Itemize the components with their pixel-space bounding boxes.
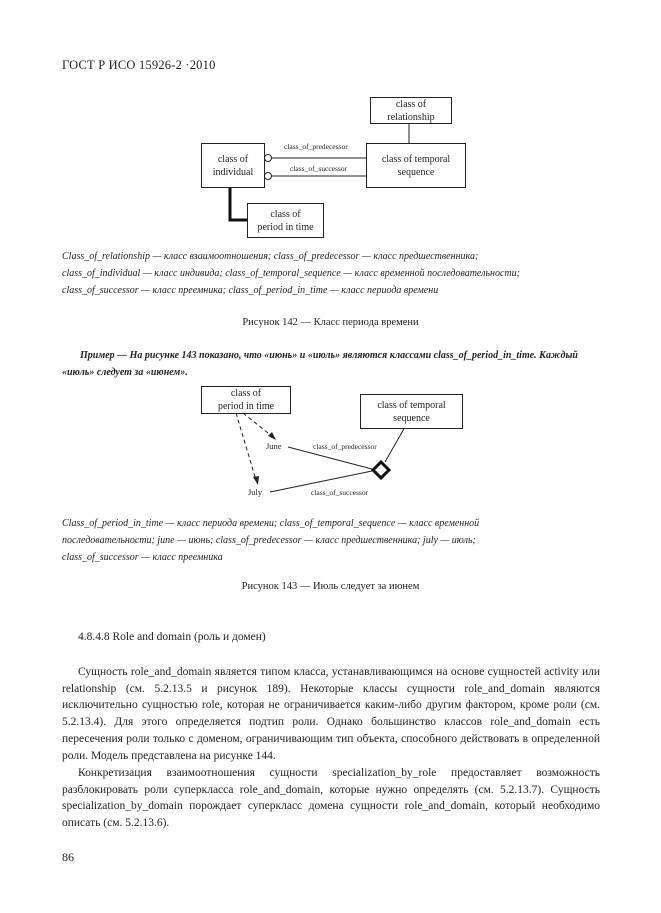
box-line: period in time: [257, 221, 314, 233]
example-line: Пример — На рисунке 143 показано, что «июнь» и «июль» являются классами class_of_period_in_time. Каждый: [80, 350, 578, 361]
label-june: June: [266, 441, 282, 451]
box-class-of-relationship: [370, 97, 452, 124]
label-class-of-successor-143: class_of_successor: [311, 488, 369, 497]
box-class-of-temporal-sequence: [366, 143, 466, 188]
example-line: «июль» следует за «июнем».: [62, 367, 188, 378]
box-line: class of: [230, 388, 262, 399]
legend-line: class_of_successor — класс преемника; class_of_period_in_time — класс периода времени: [62, 285, 439, 296]
box-class-of-individual: [201, 143, 265, 188]
page-number: 86: [62, 850, 74, 864]
predecessor-end-circle: [265, 155, 272, 162]
label-class-of-predecessor-143: class_of_predecessor: [313, 442, 377, 451]
figure-142-legend: [62, 248, 602, 299]
box-line: sequence: [397, 166, 435, 178]
line-individual-period: [230, 186, 247, 220]
label-july: July: [248, 487, 263, 497]
box-line: class of: [217, 153, 249, 165]
legend-line: Class_of_relationship — класс взаимоотношения; class_of_predecessor — класс предшественника;: [62, 251, 479, 262]
box-line: class of: [270, 208, 301, 220]
figure-143-caption: Рисунок 143 — Июль следует за июнем: [241, 581, 420, 592]
arrowhead-june: [268, 432, 276, 440]
example-note: [62, 347, 602, 381]
arrow-period-july: [236, 413, 256, 480]
figure-142-caption: Рисунок 142 — Класс периода времени: [242, 317, 419, 328]
body-paragraph: Конкретизация взаимоотношения сущности specialization_by_role предоставляет возможность разблокировать роли суперкласса role_and_domain, которые нужно определять (см. 5.2.13.7). Сущность specialization_by_domain порождает суперкласс домена сущности role_and_domain, который необходимо описать (см. 5.2.13.6).: [62, 767, 600, 830]
successor-end-circle: [265, 173, 272, 180]
box-class-of-temporal-sequence-143: [360, 394, 463, 429]
page-header: ГОСТ Р ИСО 15926-2 ·2010: [62, 58, 216, 72]
body-paragraph: Сущность role_and_domain является типом класса, устанавливающимся на основе сущностей activity или relationship (см. 5.2.13.5 и рисунок 189). Некоторые классы сущности role_and_domain являются исключительно сущностью role, которая не ограничивается каким-либо другим фактором, кроме роли (см. 5.2.13.4). Для этого определяется подтип роли. Однако большинство классов role_and_domain есть пересечения роли только с доменом, ограничивающим тип объекта, способного действовать в определенной роли. Модель представлена на рисунке 144.: [62, 666, 600, 762]
box-class-of-period-in-time-143: [201, 386, 291, 414]
box-line: class of temporal: [377, 399, 446, 411]
legend-line: последовательности; june — июнь; class_of_predecessor — класс предшественника; july — июль;: [62, 535, 476, 546]
box-line: individual: [212, 166, 254, 178]
figure-143-legend: [62, 515, 602, 566]
box-line: class of: [395, 98, 427, 110]
diamond-temporal-sequence: [373, 462, 389, 478]
box-line: period in time: [217, 401, 275, 412]
legend-line: class_of_successor — класс преемника: [62, 552, 223, 563]
arrow-period-june: [243, 413, 273, 437]
box-line: class of temporal: [381, 153, 451, 165]
legend-line: Class_of_period_in_time — класс периода времени; class_of_temporal_sequence — класс временной: [62, 518, 480, 529]
box-line: relationship: [387, 111, 435, 123]
label-class-of-predecessor: class_of_predecessor: [284, 142, 348, 151]
box-class-of-period-in-time: [247, 203, 324, 238]
section-title: 4.8.4.8 Role and domain (роль и домен): [78, 631, 266, 643]
box-line: sequence: [393, 412, 430, 424]
arrowhead-july: [253, 476, 259, 485]
label-class-of-successor: class_of_successor: [290, 164, 348, 173]
line-temporal-diamond: [385, 427, 405, 462]
legend-line: class_of_individual — класс индивида; class_of_temporal_sequence — класс временной последовательности;: [62, 268, 520, 279]
